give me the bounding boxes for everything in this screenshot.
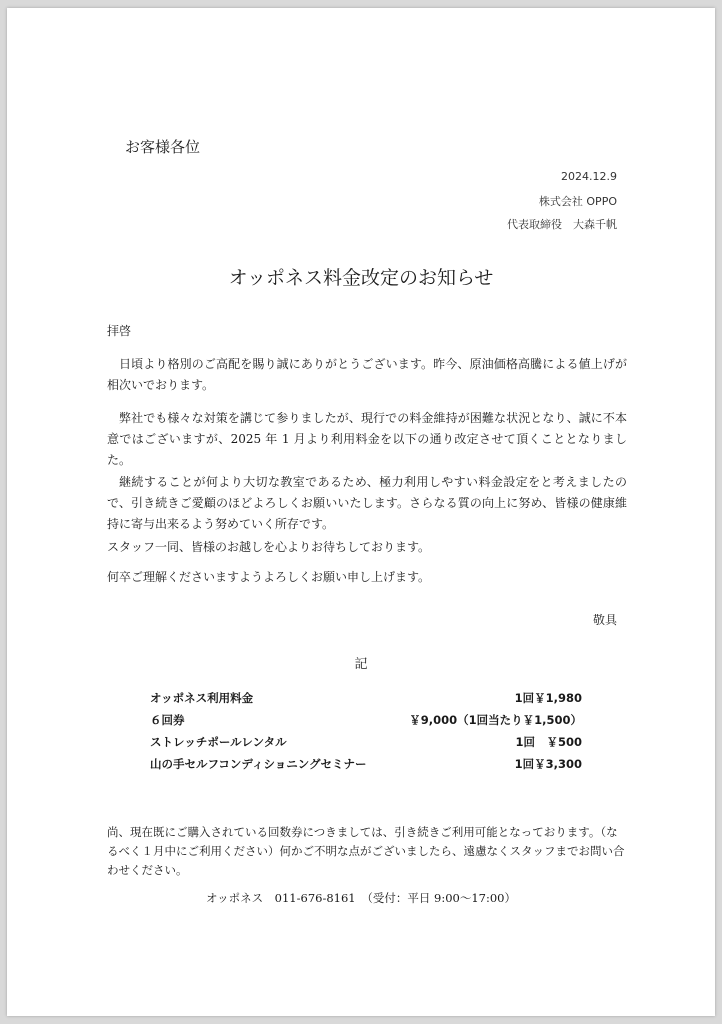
contact-line: オッポネス 011-676-8161 （受付：平日 9:00～17:00） [206, 891, 516, 905]
price-row [150, 709, 582, 731]
price-row [150, 687, 582, 709]
closing: 敬具 [592, 613, 617, 627]
company-name: 株式会社 OPPO [538, 195, 617, 208]
greeting: 拝啓 [107, 324, 132, 338]
document-page [7, 8, 715, 1016]
price-value: ￥9,000（1回当たり￥1,500） [409, 713, 582, 727]
salutation: お客様各位 [125, 138, 201, 156]
paragraph-4: スタッフ一同、皆様のお越しを心よりお待ちしております。 [107, 540, 431, 554]
price-item: オッポネス利用料金 [150, 691, 254, 705]
price-list [150, 687, 582, 775]
note-paragraph: 尚、現在既にご購入されている回数券につきましては、引き続きご利用可能となっております。（なるべく１月中にご利用ください）何かご不明な点がございましたら、遠慮なくスタッフまでお問い合わせください。 [107, 825, 625, 877]
price-value: 1回￥1,980 [514, 691, 582, 705]
paragraph-5: 何卒ご理解くださいますようよろしくお願い申し上げます。 [107, 570, 431, 584]
letter-title: オッポネス料金改定のお知らせ [228, 267, 494, 289]
price-row [150, 731, 582, 753]
paragraph-2: 弊社でも様々な対策を講じて参りましたが、現行での料金維持が困難な状況となり、誠に不本意ではございますが、2025 年 1 月より利用料金を以下の通り改定させて頂くこととなりました。 [107, 411, 627, 467]
paragraph-1: 日頃より格別のご高配を賜り誠にありがとうございます。昨今、原油価格高騰による値上げが相次いでおります。 [107, 357, 627, 392]
letter-date: 2024.12.9 [561, 170, 617, 183]
price-row [150, 753, 582, 775]
paragraph-3: 継続することが何より大切な教室であるため、極力利用しやすい料金設定をと考えましたので、引き続きご愛顧のほどよろしくお願いいたします。さらなる質の向上に努め、皆様の健康維持に寄与出来るよう努めていく所存です。 [107, 475, 627, 531]
price-value: 1回￥3,300 [514, 757, 582, 771]
representative-name: 代表取締役 大森千帆 [507, 218, 617, 231]
price-item: 山の手セルフコンディショニングセミナー [150, 757, 367, 771]
price-item: ６回券 [150, 713, 185, 727]
price-item: ストレッチポールレンタル [150, 735, 287, 749]
ki-heading: 記 [354, 657, 368, 672]
price-value: 1回 ￥500 [515, 735, 582, 749]
